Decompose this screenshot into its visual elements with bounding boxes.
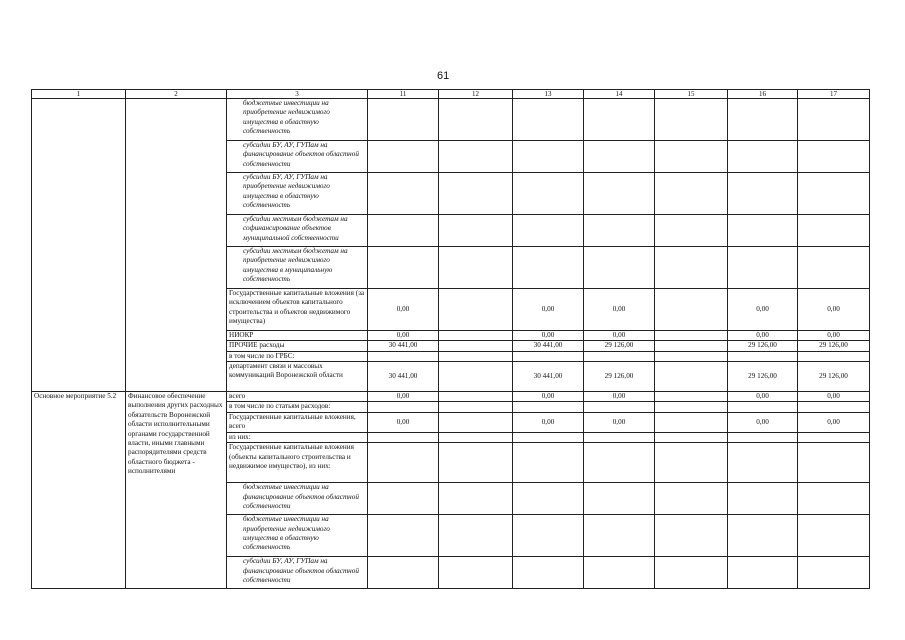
value-cell: 0,00 <box>584 289 655 331</box>
header-cell: 14 <box>584 90 655 99</box>
value-cell: 0,00 <box>728 392 798 402</box>
value-cell: 0,00 <box>513 289 584 331</box>
value-cell: 29 126,00 <box>798 341 870 351</box>
value-cell: 0,00 <box>798 331 870 341</box>
row-label: в том числе по статьям расходов: <box>227 402 368 412</box>
header-cell: 16 <box>728 90 798 99</box>
header-cell: 12 <box>439 90 513 99</box>
row-label: из них: <box>227 432 368 442</box>
value-cell: 0,00 <box>584 331 655 341</box>
value-cell: 30 441,00 <box>368 341 439 351</box>
row-label: НИОКР <box>227 331 368 341</box>
page-number: 61 <box>437 70 450 82</box>
value-cell: 0,00 <box>584 392 655 402</box>
value-cell: 0,00 <box>368 289 439 331</box>
value-cell: 29 126,00 <box>798 362 870 392</box>
row-label: в том числе по ГРБС: <box>227 351 368 361</box>
row-label: субсидии местным бюджетам на приобретение недвижимого имущества в муниципальную собственность <box>227 247 368 289</box>
row-label: бюджетные инвестиции на приобретение недвижимого имущества в областную собственность <box>227 99 368 141</box>
empty-cell-col2 <box>126 99 227 392</box>
row-label: субсидии БУ, АУ, ГУПам на приобретение недвижимого имущества в областную собственность <box>227 173 368 215</box>
row-label: субсидии БУ, АУ, ГУПам на финансирование объектов областной собственности <box>227 557 368 589</box>
value-cell: 0,00 <box>798 412 870 432</box>
header-cell: 3 <box>227 90 368 99</box>
header-cell: 1 <box>32 90 126 99</box>
header-cell: 2 <box>126 90 227 99</box>
value-cell: 30 441,00 <box>513 341 584 351</box>
empty-cell-col1 <box>32 99 126 392</box>
table-row <box>32 99 870 141</box>
budget-table <box>31 89 870 589</box>
value-cell: 0,00 <box>798 289 870 331</box>
row-label: субсидии БУ, АУ, ГУПам на финансирование объектов областной собственности <box>227 141 368 173</box>
table-row <box>32 392 870 402</box>
row-label: бюджетные инвестиции на приобретение недвижимого имущества в областную собственность <box>227 515 368 557</box>
header-cell: 13 <box>513 90 584 99</box>
value-cell: 29 126,00 <box>728 341 798 351</box>
header-row <box>32 90 870 99</box>
header-cell: 17 <box>798 90 870 99</box>
value-cell: 0,00 <box>368 412 439 432</box>
value-cell: 0,00 <box>728 412 798 432</box>
row-label: Государственные капитальные вложения (объекты капитального строительства и недвижимое имущество), из них: <box>227 443 368 483</box>
value-cell: 0,00 <box>798 392 870 402</box>
row-label: всего <box>227 392 368 402</box>
value-cell: 0,00 <box>368 392 439 402</box>
value-cell: 0,00 <box>368 331 439 341</box>
value-cell: 29 126,00 <box>584 362 655 392</box>
header-cell: 15 <box>655 90 728 99</box>
value-cell: 0,00 <box>513 331 584 341</box>
row-label: Государственные капитальные вложения (за исключением объектов капитального строительства и объектов недвижимого имущества) <box>227 289 368 331</box>
header-cell: 11 <box>368 90 439 99</box>
value-cell: 30 441,00 <box>513 362 584 392</box>
value-cell: 0,00 <box>513 392 584 402</box>
row-label: Государственные капитальные вложения, всего <box>227 412 368 432</box>
value-cell: 0,00 <box>513 412 584 432</box>
row-label: департамент связи и массовых коммуникаций Воронежской области <box>227 362 368 392</box>
activity-name: Основное мероприятие 5.2 <box>32 392 126 589</box>
value-cell: 29 126,00 <box>584 341 655 351</box>
value-cell: 0,00 <box>728 289 798 331</box>
value-cell: 29 126,00 <box>728 362 798 392</box>
value-cell: 0,00 <box>584 412 655 432</box>
row-label: ПРОЧИЕ расходы <box>227 341 368 351</box>
row-label: субсидии местным бюджетам на софинансирование объектов муниципальной собственности <box>227 215 368 247</box>
value-cell: 30 441,00 <box>368 362 439 392</box>
value-cell: 0,00 <box>728 331 798 341</box>
row-label: бюджетные инвестиции на финансирование объектов областной собственности <box>227 483 368 515</box>
activity-description: Финансовое обеспечение выполнения других расходных обязательств Воронежской области исполнительными органами государственной власти, иными главными распорядителями средств областного бюджета - исполнителями <box>126 392 227 589</box>
